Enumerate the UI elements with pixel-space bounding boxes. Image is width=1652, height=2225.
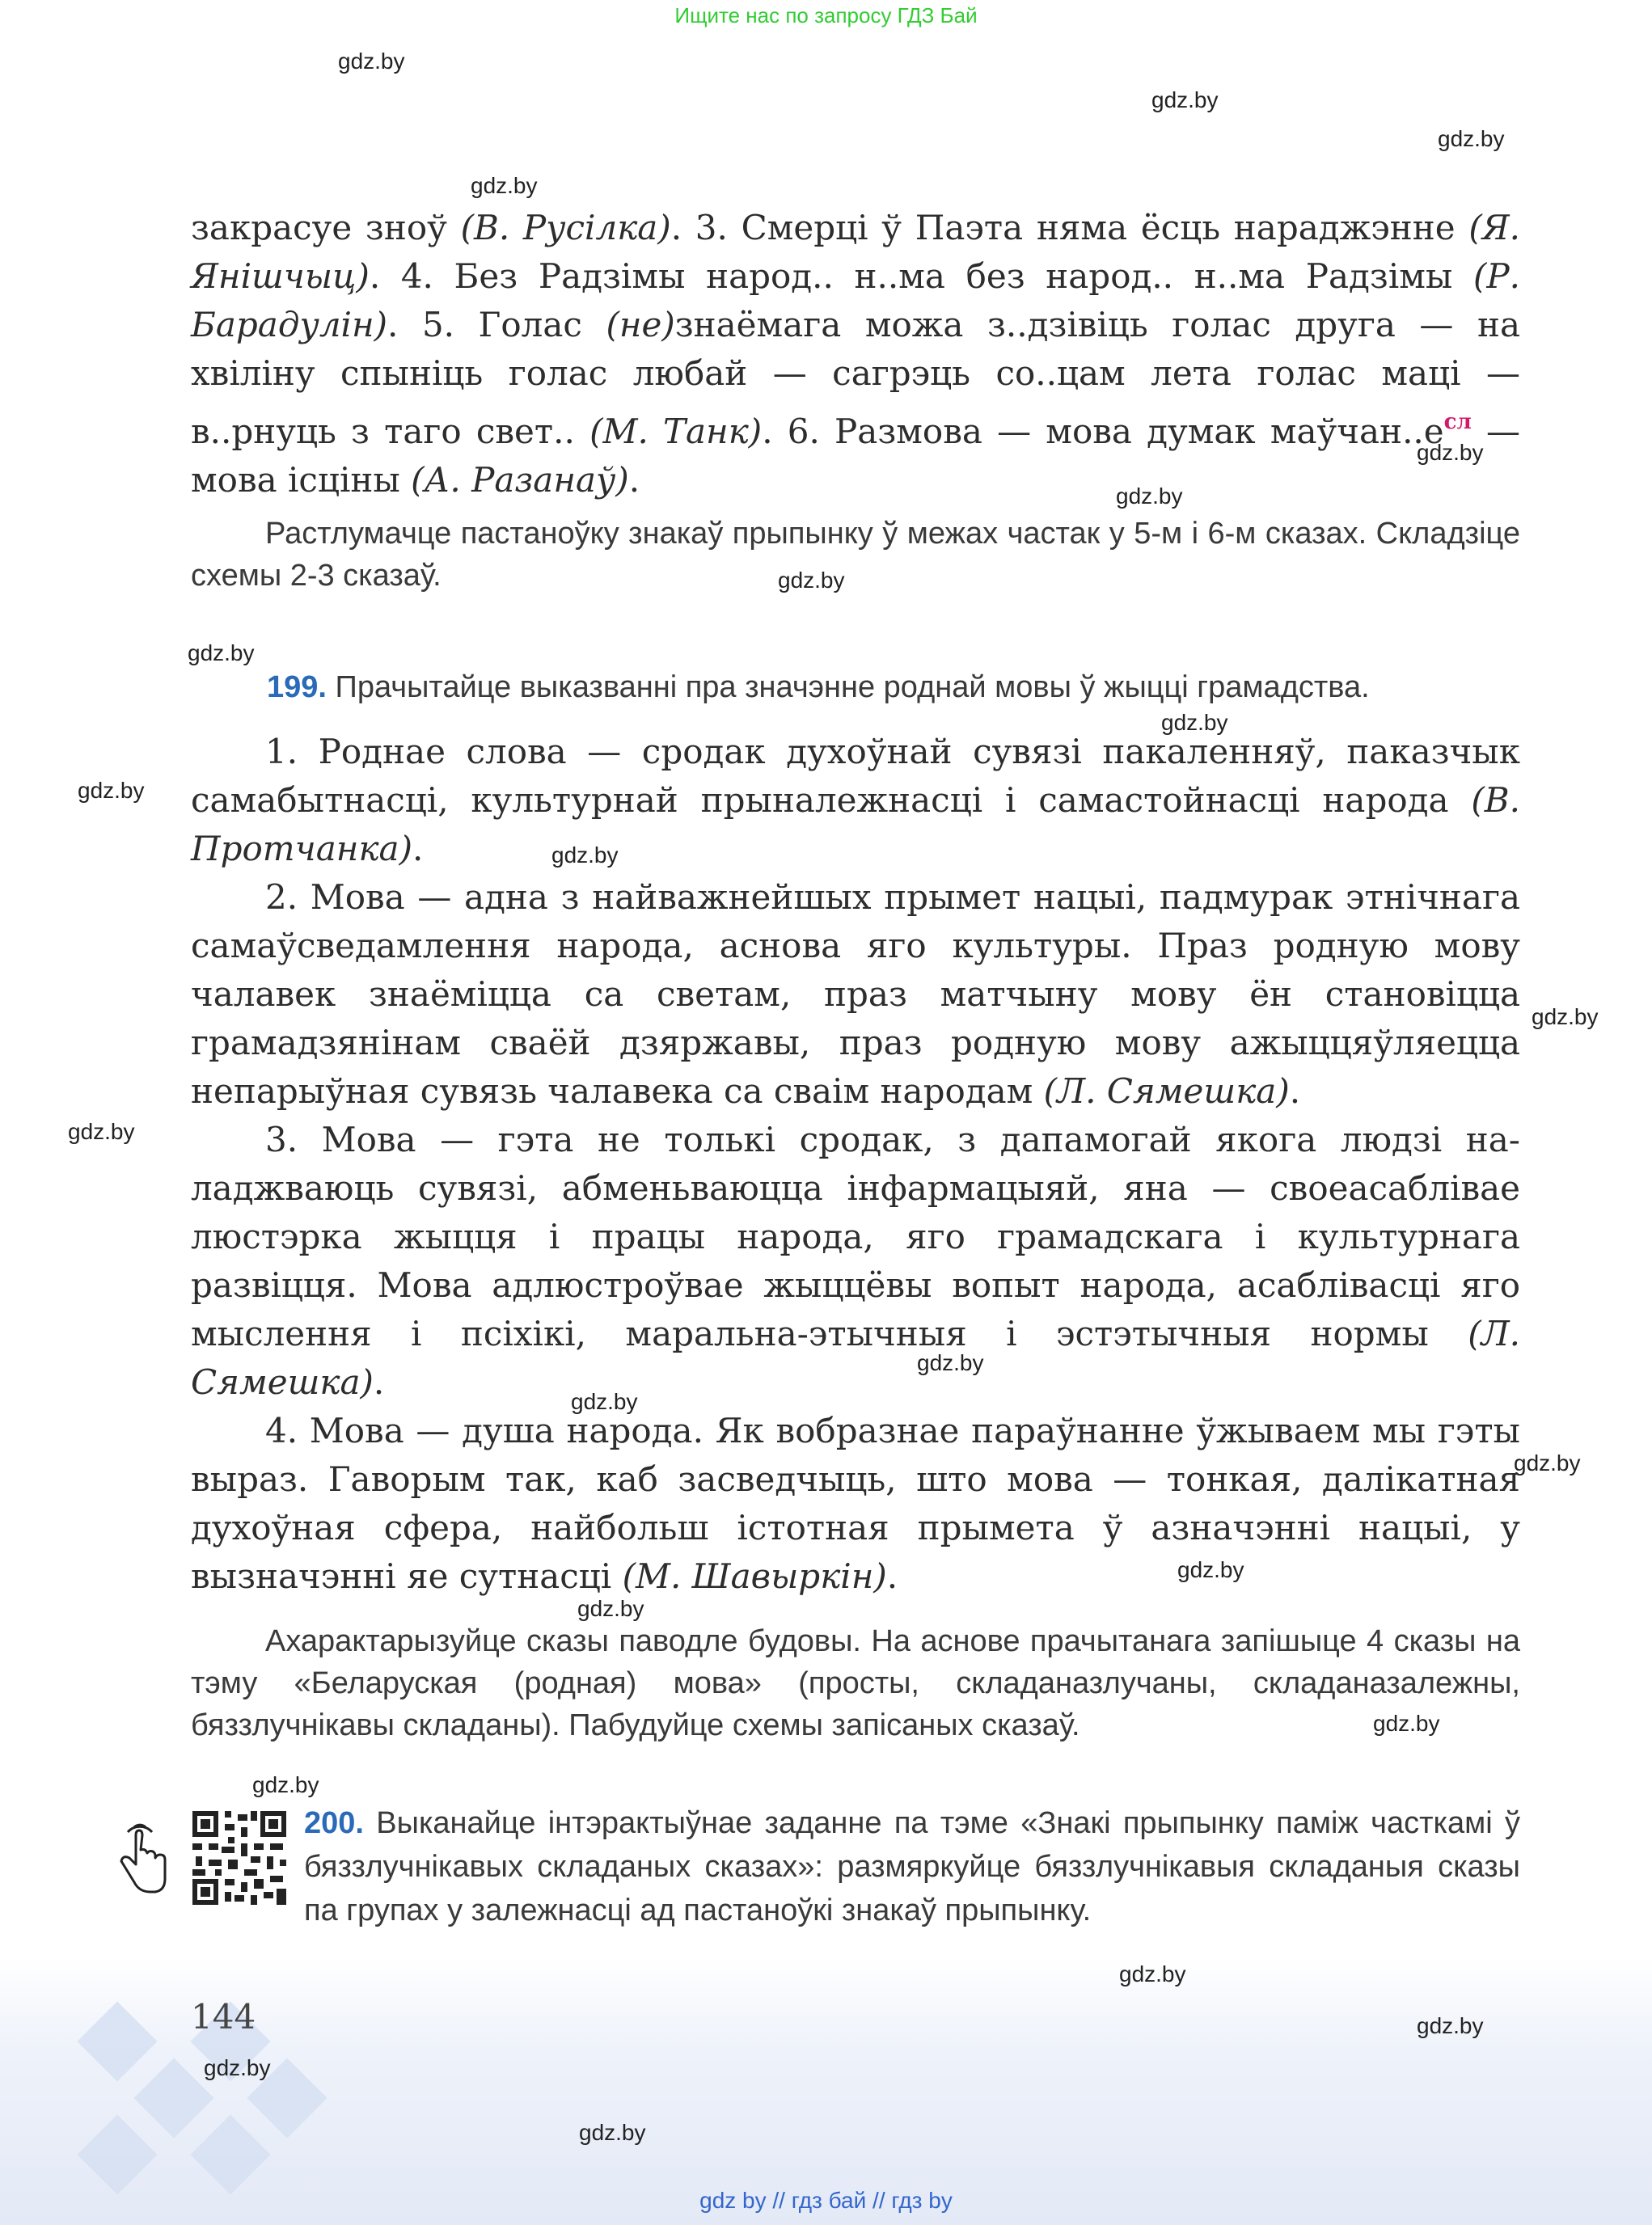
text: закрасуе зноў — [191, 208, 461, 247]
exercise-200-text — [304, 1801, 1520, 1932]
watermark: gdz.by — [1161, 710, 1228, 735]
watermark: gdz.by — [471, 173, 538, 198]
watermark: gdz.by — [1116, 483, 1183, 509]
exercise-199-quotes — [191, 728, 1520, 1601]
watermark: gdz.by — [1417, 2013, 1484, 2038]
watermark: gdz.by — [68, 1119, 135, 1144]
text: знаёмага можа з..дзівіць голас друга — на хвіліну спыніць голас любай — сагрэць со..цам лета голас маці — в..рнуць з таго свет.. — [191, 305, 1520, 451]
particle: (не) — [606, 305, 675, 344]
author: (В. Русілка) — [460, 208, 671, 247]
author: (Р. Барадулін) — [191, 256, 1520, 344]
watermark: gdz.by — [551, 842, 619, 868]
watermark: gdz.by — [1417, 440, 1484, 465]
watermark: gdz.by — [204, 2055, 271, 2080]
exercise-number: 200. — [304, 1806, 364, 1840]
text: . 4. Без Радзімы народ.. н..ма без народ.. н..ма Радзімы — [369, 256, 1473, 296]
watermark: gdz.by — [252, 1772, 319, 1797]
text: — мова ісціны — [191, 412, 1521, 500]
watermark: gdz.by — [571, 1389, 638, 1414]
page-number: 144 — [191, 1997, 256, 2037]
watermark: gdz.by — [1119, 1961, 1186, 1986]
text: . 3. Смерці ў Паэта няма ёсць нараджэнне — [670, 208, 1469, 247]
exercise-199-instruction: Ахарактарызуйце сказы паводле будовы. На аснове прачытанага запішыце 4 сказы на тэму «Беларуская (родная) мова» (просты, складаназлучаны, складаназалежны, бяззлучнікавы складаны). Пабудуйце схемы запісаных сказаў. — [191, 1624, 1520, 1742]
watermark: gdz.by — [1514, 1450, 1581, 1476]
watermark: gdz.by — [1373, 1711, 1440, 1736]
watermark: gdz.by — [78, 778, 145, 803]
author: (Я. Янішчыц) — [191, 208, 1521, 296]
exercise-198-instruction: Растлумачце пастаноўку знакаў прыпынку ў межах частак у 5-м і 6-м сказах. Складзіце схемы 2-3 сказаў. — [191, 517, 1520, 593]
watermark: gdz.by — [188, 640, 255, 665]
spelling-marker: сл — [1443, 410, 1472, 434]
tap-hand-icon — [110, 1818, 170, 1895]
text: . — [628, 460, 640, 500]
text: . 6. Размова — мова думак маўчан..е — [762, 412, 1444, 451]
watermark: gdz.by — [1151, 87, 1219, 112]
watermark: gdz.by — [917, 1350, 984, 1375]
qr-code-icon[interactable] — [189, 1808, 289, 1908]
quote-2: 2. Мова — адна з найважнейшых прымет нацыі, падмурак этнічнага самаўсведамлення народа, аснова яго культуры. Праз родную мову чалавек знаёміцца са светам, праз матчыну мову ён становіцца грамадзянінам сваёй дзяржавы, праз родную мову ажыццяўляецца непарыўная сувязь чалавека са сваім народам (Л. Сямешка). — [191, 877, 1520, 1111]
watermark: gdz.by — [1177, 1557, 1244, 1582]
watermark: gdz.by — [1438, 126, 1505, 151]
quote-4: 4. Мова — душа народа. Як вобразнае параўнанне ўжываем мы гэты выраз. Гаворым так, каб засведчыць, што мова — тонкая, далікатная духоўная сфера, найбольш істотная прымета ў азначэнні нацыі, у вызначэнні яе сутнасці (М. Шавыркін). — [191, 1411, 1520, 1596]
footer-links[interactable]: gdz by // гдз бай // гдз by — [699, 2188, 953, 2213]
watermark: gdz.by — [778, 568, 845, 593]
text: . 5. Голас — [387, 305, 606, 344]
search-banner[interactable]: Ищите нас по запросу ГДЗ Бай — [674, 3, 978, 27]
watermark: gdz.by — [338, 49, 405, 74]
watermark: gdz.by — [579, 2120, 646, 2145]
quote-1: 1. Роднае слова — сродак духоўнай сувязі пакаленняў, паказчык самабытнасці, культурнай прыналежнасці і самастойнасці народа (В. Протчанка). — [191, 732, 1520, 868]
exercise-number: 199. — [267, 670, 327, 704]
watermark: gdz.by — [577, 1596, 644, 1621]
exercise-198-continuation — [191, 204, 1520, 505]
author: (А. Разанаў) — [411, 460, 629, 500]
watermark: gdz.by — [1532, 1004, 1599, 1029]
task-text: Выканайце інтэрактыўнае заданне па тэме «Знакі прыпынку паміж часткамі ў бяззлучнікавых складаных сказах»: размяркуйце бяззлучнікавыя складаныя сказы па групах у залежнасці ад пастаноўкі знакаў прыпынку. — [304, 1806, 1520, 1927]
exercise-199-prompt — [267, 666, 1520, 708]
author: (М. Танк) — [589, 412, 763, 451]
quote-3: 3. Мова — гэта не толькі сродак, з дапамогай якога людзі наладжваюць сувязі, абменьваюцца інфармацыяй, яна — своеасаблівае люстэрка жыцця і працы народа, яго грамадскага і культурнага развіцця. Мова адлюстроўвае жыццёвы вопыт народа, асаблівасці яго мыслення і псіхікі, маральна-этычныя і эстэтычныя нормы (Л. Сямешка). — [191, 1120, 1520, 1402]
prompt-text: Прачытайце выказванні пра значэнне роднай мовы ў жыцці грамадства. — [326, 670, 1370, 704]
